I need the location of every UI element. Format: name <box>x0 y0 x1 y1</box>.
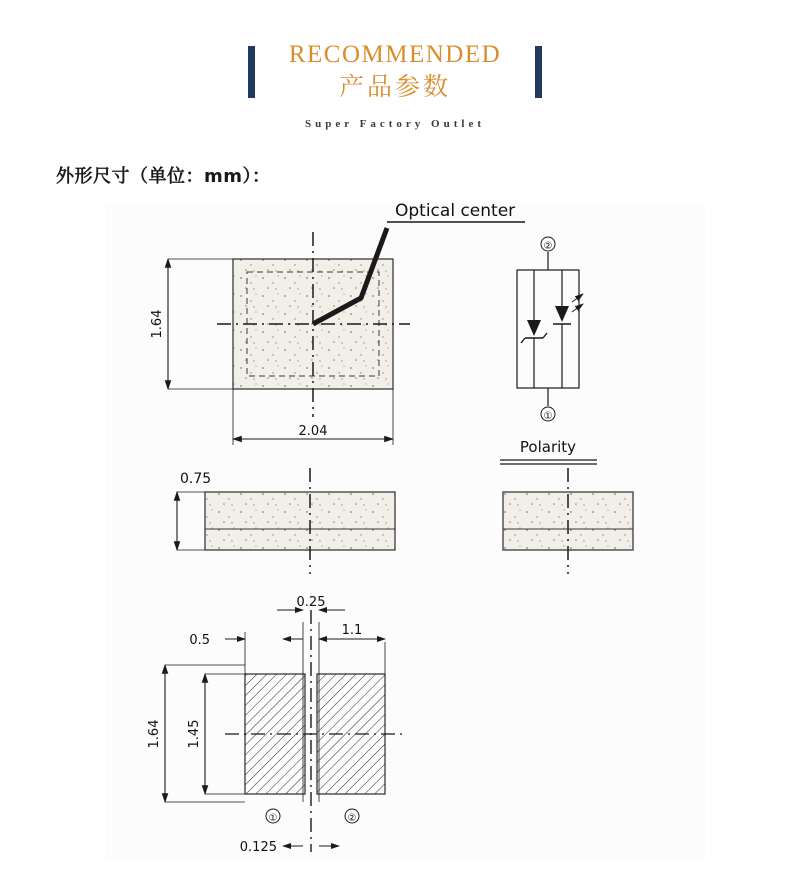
bottom-gap-0125-label: 0.125 <box>239 839 277 855</box>
banner-title-en: RECOMMENDED <box>288 41 502 68</box>
banner-title-cn: 产品参数 <box>338 72 451 101</box>
top-view-width-label: 2.04 <box>298 423 328 439</box>
bottom-view-height-label: 1.64 <box>147 719 162 749</box>
side-view-right <box>503 468 633 574</box>
bottom-left-margin-label: 0.5 <box>189 632 210 648</box>
top-view <box>150 202 525 445</box>
circuit-pin-top-label: ② <box>543 240 553 252</box>
pad-pin1-label: ① <box>268 812 278 824</box>
optical-center-label: Optical center <box>395 201 516 221</box>
drawing-svg <box>105 202 705 862</box>
pad-pin2-label: ② <box>347 812 357 824</box>
section-heading: 外形尺寸（单位：mm）： <box>56 165 271 187</box>
top-view-height-label: 1.64 <box>150 309 165 339</box>
bottom-pad-height-label: 1.45 <box>187 719 202 749</box>
banner-left-bar <box>248 46 255 98</box>
banner-subtitle: Super Factory Outlet <box>304 117 485 130</box>
polarity-circuit <box>500 237 597 464</box>
banner-row <box>0 40 790 104</box>
banner-text-group <box>289 40 501 104</box>
side-view-thickness-label: 0.75 <box>180 470 212 487</box>
banner-right-bar <box>535 46 542 98</box>
side-view-left <box>177 468 395 574</box>
circuit-pin-bottom-label: ① <box>543 410 553 422</box>
page-banner <box>0 0 790 130</box>
bottom-view <box>147 595 405 855</box>
dimension-drawing <box>105 202 705 862</box>
polarity-label: Polarity <box>519 437 577 456</box>
bottom-pad-width-label: 1.1 <box>341 622 363 638</box>
bottom-gap-025-label: 0.25 <box>296 594 326 610</box>
